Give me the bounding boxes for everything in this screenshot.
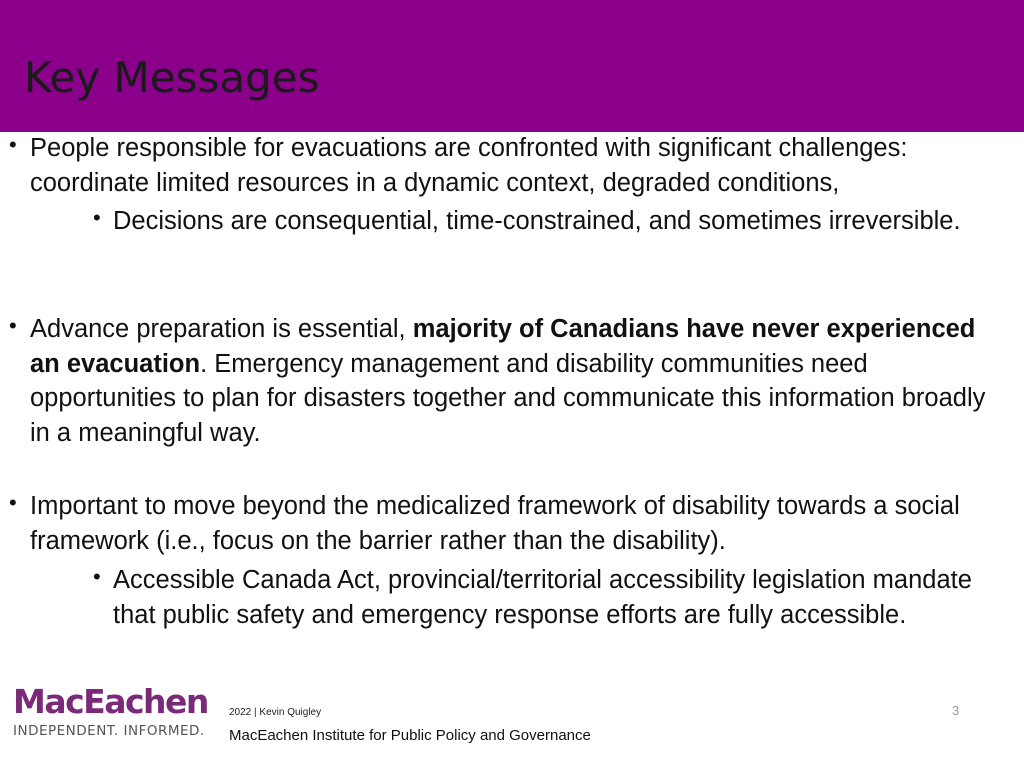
sub-bullet-marker: • <box>93 205 101 230</box>
slide-title: Key Messages <box>24 53 320 102</box>
page-number: 3 <box>952 703 960 718</box>
sub-bullet-3: Accessible Canada Act, provincial/territorial accessibility legislation mandate that public safety and emergency response efforts are fully accessible. <box>113 566 972 629</box>
bullet-marker: • <box>9 132 17 157</box>
bullet-2 <box>30 312 990 450</box>
maceachen-logo: MacEachen <box>13 682 208 721</box>
bullet-marker: • <box>9 490 17 515</box>
bullet-2-text-bold: majority of Canadians have never experienced an evacuation <box>30 315 976 378</box>
footer-date-author: 2022 | Kevin Quigley <box>229 707 322 718</box>
bullet-3: Important to move beyond the medicalized framework of disability towards a social framework (i.e., focus on the barrier rather than the disability). <box>30 492 960 555</box>
bullet-1: People responsible for evacuations are confronted with significant challenges: coordinate limited resources in a dynamic context, degraded conditions, <box>30 134 908 197</box>
bullet-marker: • <box>9 313 17 338</box>
footer-institute: MacEachen Institute for Public Policy and Governance <box>229 727 591 744</box>
logo-tagline: INDEPENDENT. INFORMED. <box>13 723 205 739</box>
bullet-2-text-after: . Emergency management and disability communities need opportunities to plan for disasters together and communicate this information broadly in a meaningful way. <box>30 349 986 447</box>
sub-bullet-marker: • <box>93 564 101 589</box>
bullet-2-text-before: Advance preparation is essential, <box>30 315 413 343</box>
sub-bullet-1: Decisions are consequential, time-constrained, and sometimes irreversible. <box>113 207 961 235</box>
